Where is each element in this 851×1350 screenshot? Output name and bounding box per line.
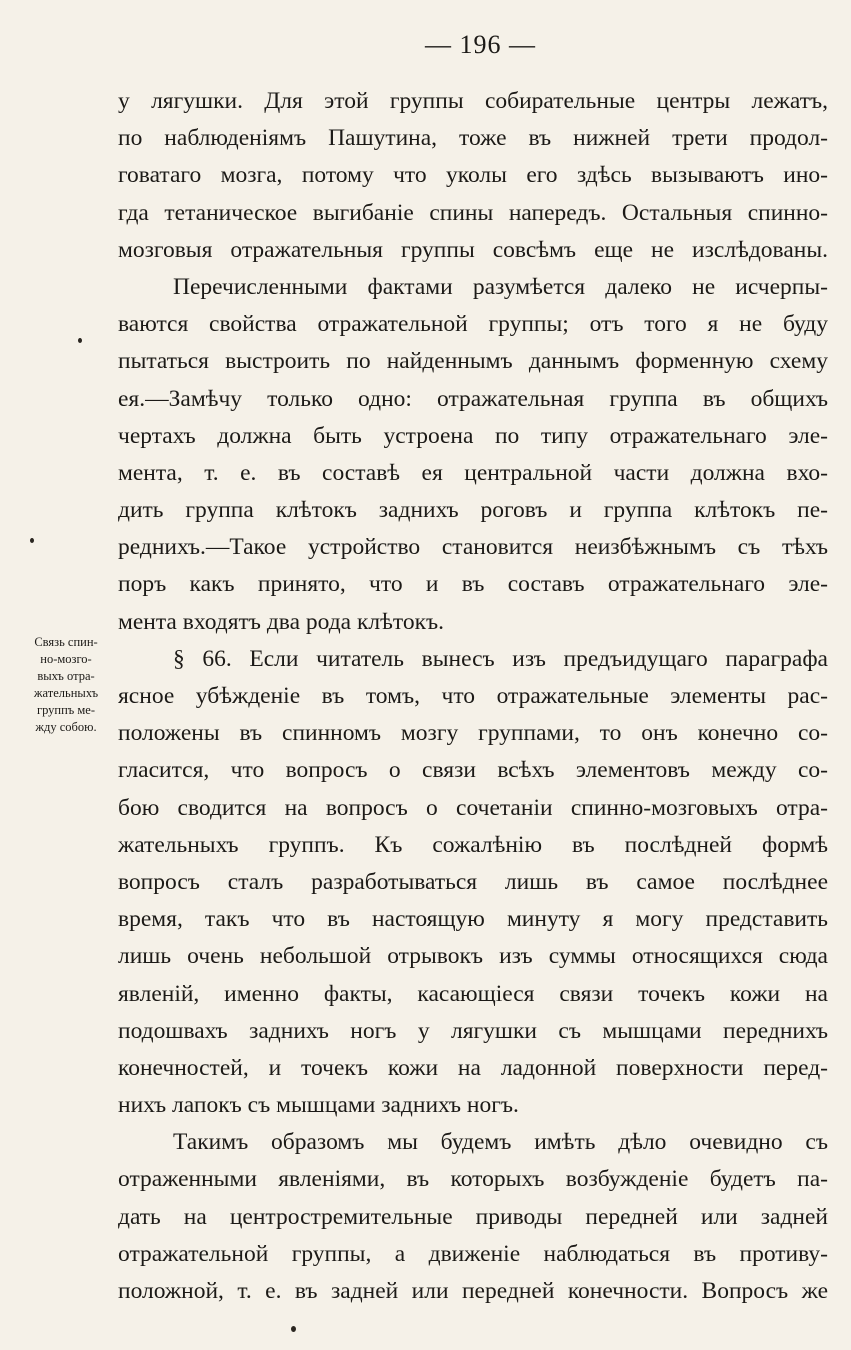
text-line: поръ какъ принято, что и въ составъ отражательнаго эле- xyxy=(118,571,828,598)
margin-note xyxy=(14,634,118,736)
margin-note-line: но-мозго- xyxy=(40,652,92,666)
page-number: — 196 — xyxy=(425,30,536,59)
text-line: ваются свойства отражательной группы; отъ того я не буду xyxy=(118,311,828,338)
text-line: вопросъ сталъ разработываться лишь въ самое послѣднее xyxy=(118,868,828,895)
text-line: отраженными явленіями, въ которыхъ возбужденіе будетъ па- xyxy=(118,1166,828,1193)
text-line: у лягушки. Для этой группы собирательные центры лежатъ, xyxy=(118,88,828,114)
text-line: мента входятъ два рода клѣтокъ. xyxy=(118,608,445,635)
text-line: говатаго мозга, потому что уколы его здѣсь вызываютъ ино- xyxy=(118,162,828,189)
text-line: § 66. Если читатель вынесъ изъ предъидущаго параграфа xyxy=(173,645,828,672)
text-line: ея.—Замѣчу только одно: отражательная группа въ общихъ xyxy=(118,385,828,412)
text-line: положной, т. е. въ задней или передней конечности. Вопросъ же xyxy=(118,1278,828,1304)
text-line: мозговыя отражательныя группы совсѣмъ еще не изслѣдованы. xyxy=(118,236,828,263)
margin-note-line: жательныхъ xyxy=(33,686,99,700)
text-line: нихъ лапокъ съ мышцами заднихъ ногъ. xyxy=(118,1092,519,1119)
text-line: по наблюденіямъ Пашутина, тоже въ нижней трети продол- xyxy=(118,125,828,152)
text-line: подошвахъ заднихъ ногъ у лягушки съ мышцами переднихъ xyxy=(118,1017,828,1044)
text-line: явленій, именно факты, касающіеся связи точекъ кожи на xyxy=(118,980,828,1007)
text-line: дать на центростремительные приводы передней или задней xyxy=(118,1203,828,1230)
body-text xyxy=(118,83,828,1310)
text-line: Перечисленными фактами разумѣется далеко не исчерпы- xyxy=(173,273,828,300)
text-line: пытаться выстроить по найденнымъ даннымъ форменную схему xyxy=(118,348,828,375)
text-line: время, такъ что въ настоящую минуту я могу представить xyxy=(118,906,828,933)
ink-speck xyxy=(78,338,82,343)
text-line: бою сводится на вопросъ о сочетаніи спинно-мозговыхъ отра- xyxy=(118,794,828,821)
margin-note-line: группъ ме- xyxy=(36,703,96,717)
text-line: конечностей, и точекъ кожи на ладонной поверхности перед- xyxy=(118,1054,828,1081)
text-line: Такимъ образомъ мы будемъ имѣть дѣло очевидно съ xyxy=(173,1129,828,1156)
text-line: положены въ спинномъ мозгу группами, то онъ конечно со- xyxy=(118,720,828,747)
text-line: отражательной группы, а движеніе наблюдаться въ противу- xyxy=(118,1240,828,1267)
text-line: лишь очень небольшой отрывокъ изъ суммы относящихся сюда xyxy=(118,943,828,970)
text-line: мента, т. е. въ составѣ ея центральной части должна вхо- xyxy=(118,459,828,486)
text-line: жательныхъ группъ. Къ сожалѣнію въ послѣдней формѣ xyxy=(118,831,828,858)
text-line: гда тетаническое выгибаніе спины напередъ. Остальныя спинно- xyxy=(118,199,828,226)
text-line: реднихъ.—Такое устройство становится неизбѣжнымъ съ тѣхъ xyxy=(118,534,828,561)
ink-speck xyxy=(291,1326,296,1332)
ink-speck xyxy=(30,538,34,543)
text-line: чертахъ должна быть устроена по типу отражательнаго эле- xyxy=(118,422,828,449)
text-line: гласится, что вопросъ о связи всѣхъ элементовъ между со- xyxy=(118,757,828,784)
margin-note-line: жду собою. xyxy=(35,720,97,734)
text-line: дить группа клѣтокъ заднихъ роговъ и группа клѣтокъ пе- xyxy=(118,497,828,524)
margin-note-line: выхъ отра- xyxy=(37,669,95,683)
text-line: ясное убѣжденіе въ томъ, что отражательные элементы рас- xyxy=(118,683,828,709)
margin-note-line: Связь спин- xyxy=(34,635,98,649)
